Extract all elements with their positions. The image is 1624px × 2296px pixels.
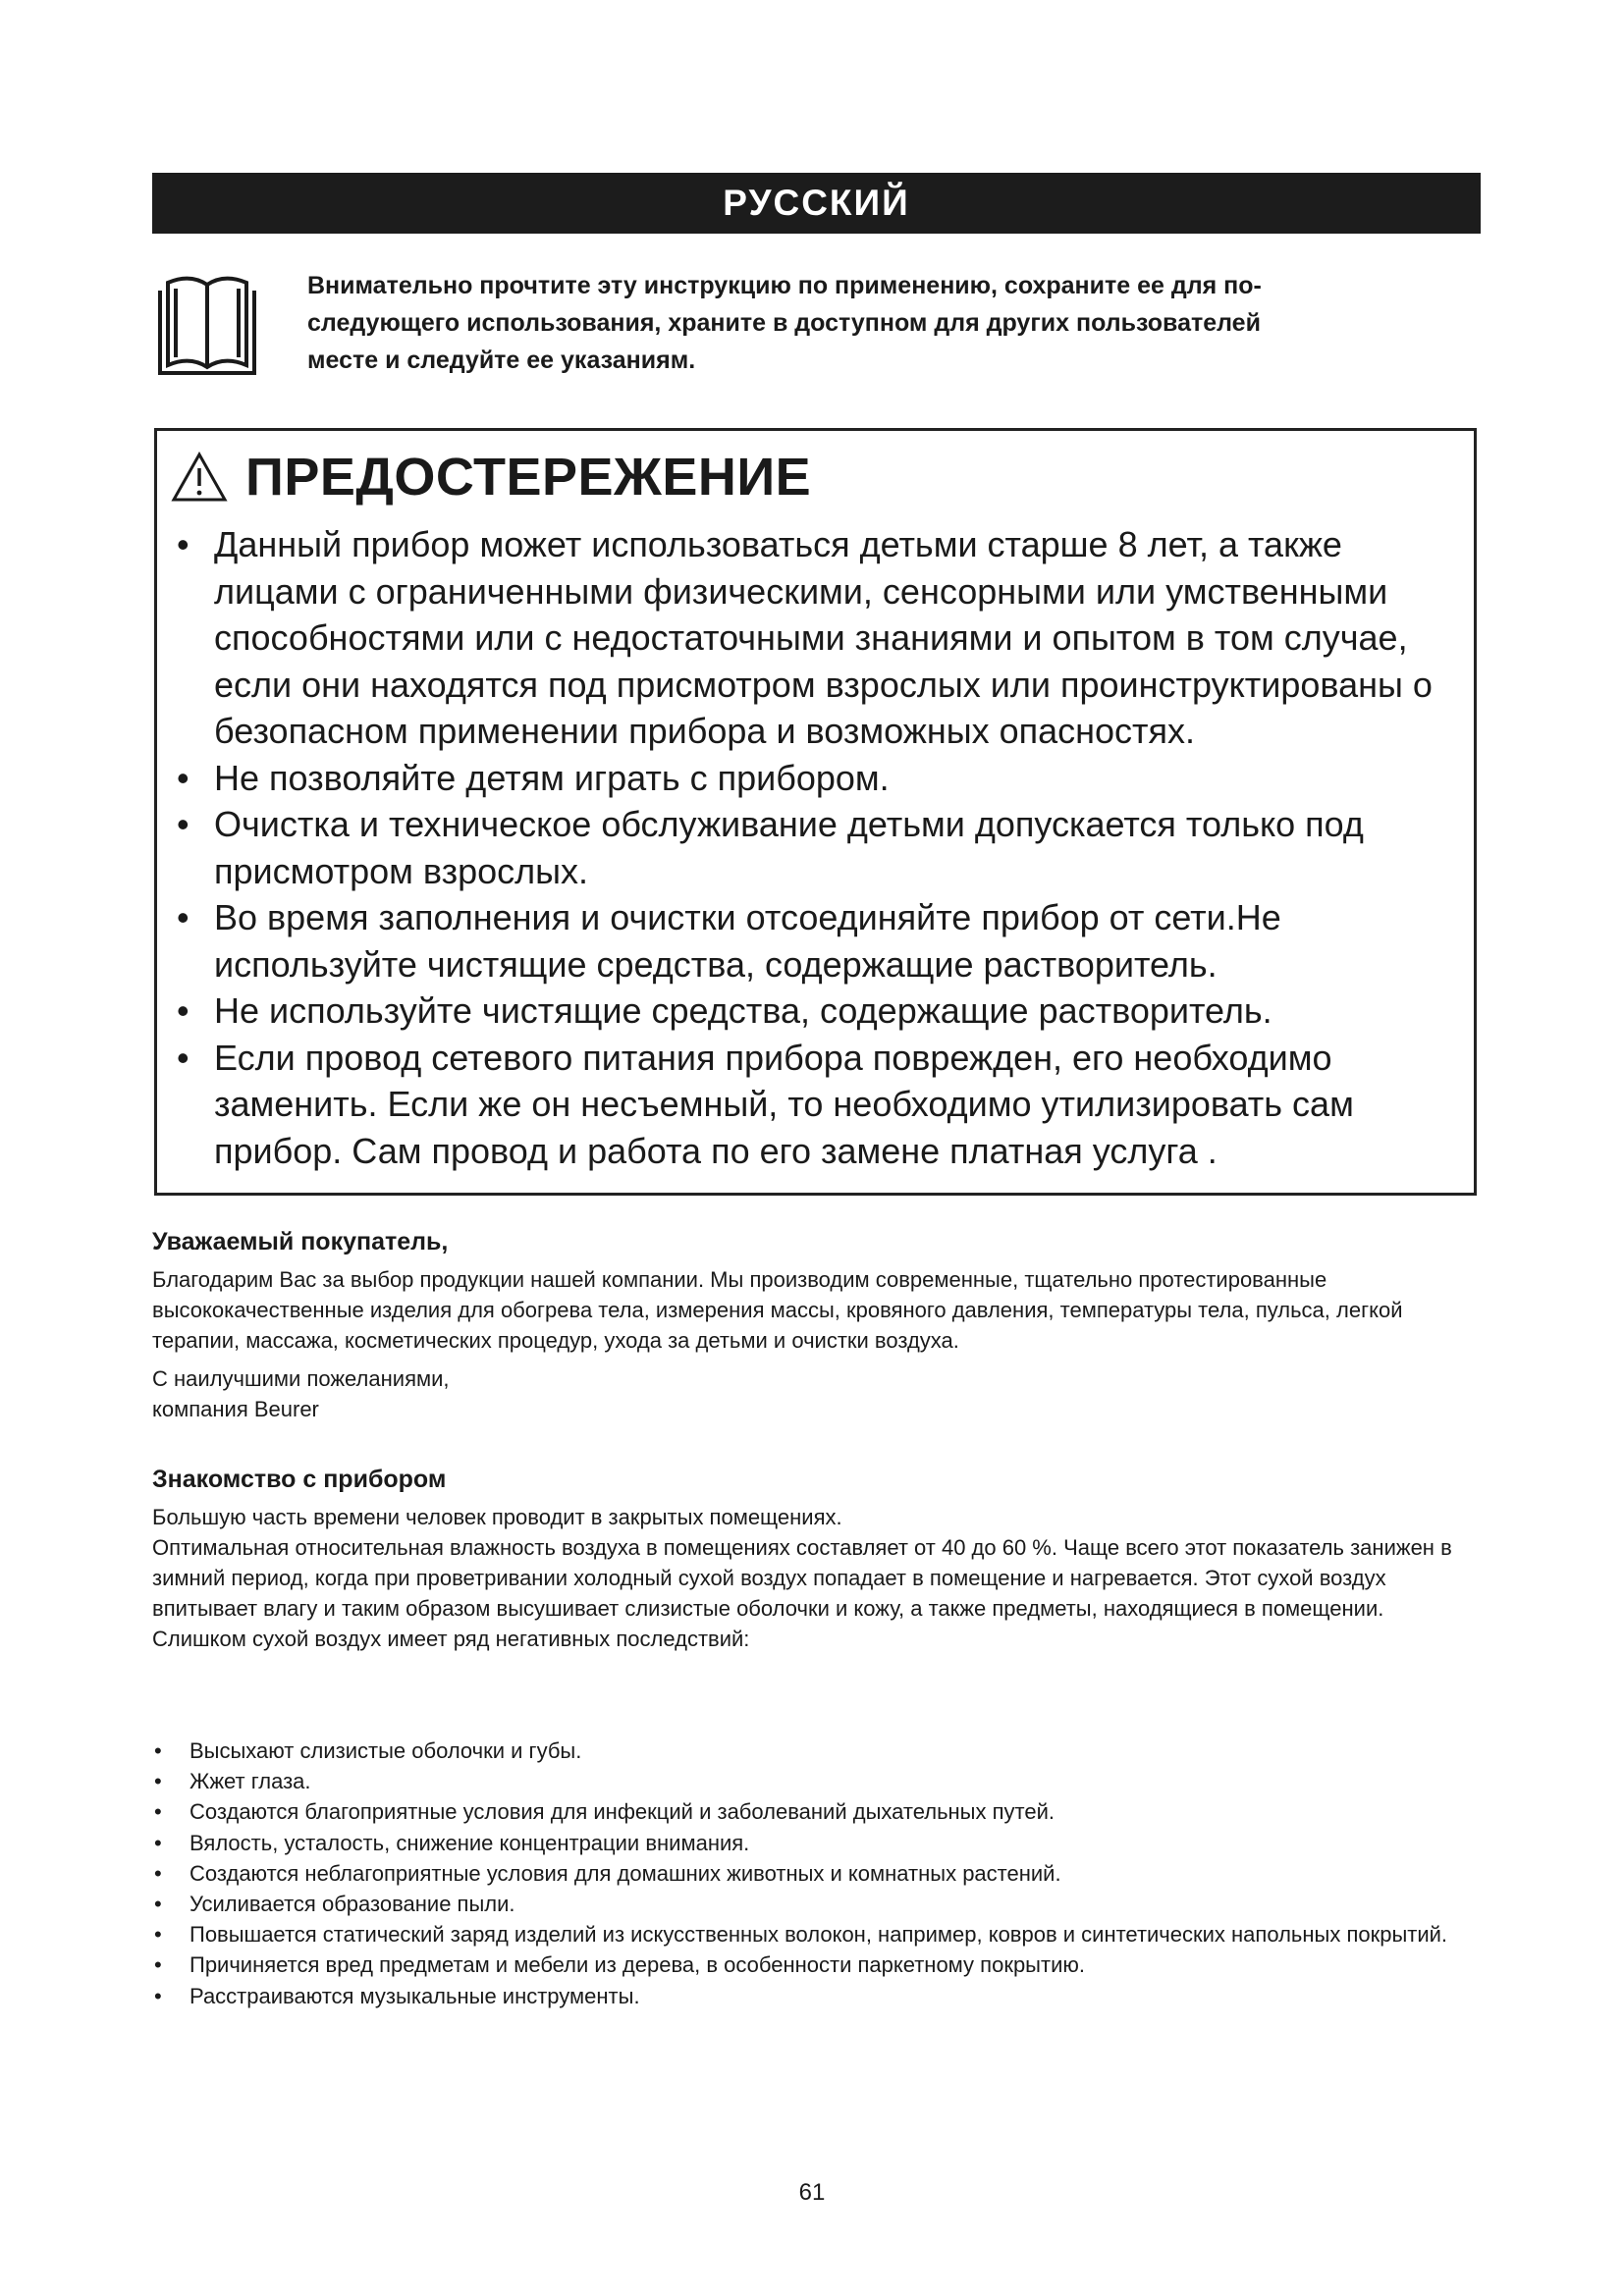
warning-item: • Если провод сетевого питания прибора поврежден, его необходимо заменить. Если же он несъемный, то необходимо утилизировать сам прибор. Сам провод и работа по его замене платная услуга . <box>171 1035 1468 1175</box>
consequence-item: • Создаются благоприятные условия для инфекций и заболеваний дыхательных путей. <box>152 1796 1488 1827</box>
device-para-3: Слишком сухой воздух имеет ряд негативных последствий: <box>152 1627 750 1651</box>
warning-item: • Данный прибор может использоваться детьми старше 8 лет, а также лицами с ограниченными физическими, сенсорными или умственными способностями или с недостаточными знаниями и опытом в том случае, если они находятся под присмотром взрослых или проинструктированы о безопасном применении прибора и возможных опасностях. <box>171 521 1468 755</box>
book-icon <box>152 273 262 383</box>
warning-heading: ПРЕДОСТЕРЕЖЕНИЕ <box>245 448 812 507</box>
consequence-item: • Причиняется вред предметам и мебели из дерева, в особенности паркетному покрытию. <box>152 1949 1488 1980</box>
intro-line: месте и следуйте ее указаниям. <box>307 347 696 374</box>
customer-heading: Уважаемый покупатель, <box>152 1228 449 1255</box>
intro-notice <box>152 267 1488 395</box>
consequences-list <box>152 1735 1488 2011</box>
consequence-item: • Повышается статический заряд изделий из искусственных волокон, например, ковров и синтетических напольных покрытий. <box>152 1919 1488 1949</box>
consequence-item: • Усиливается образование пыли. <box>152 1889 1488 1919</box>
warning-list <box>171 521 1468 1174</box>
page-number: 61 <box>798 2179 826 2206</box>
consequence-item: • Жжет глаза. <box>152 1766 1488 1796</box>
warning-box <box>154 428 1477 1196</box>
customer-company: компания Beurer <box>152 1397 319 1421</box>
device-heading: Знакомство с прибором <box>152 1466 447 1493</box>
intro-text <box>307 267 1486 379</box>
warning-item: • Не позволяйте детям играть с прибором. <box>171 755 1468 802</box>
consequence-item: • Вялость, усталость, снижение концентрации внимания. <box>152 1828 1488 1858</box>
device-section <box>152 1463 1488 1654</box>
device-para-1: Большую часть времени человек проводит в закрытых помещениях. <box>152 1505 842 1529</box>
consequence-item: • Высыхают слизистые оболочки и губы. <box>152 1735 1488 1766</box>
warning-title <box>171 439 811 515</box>
language-header: РУССКИЙ <box>152 173 1481 234</box>
warning-triangle-icon <box>171 452 228 503</box>
intro-line: Внимательно прочтите эту инструкцию по применению, сохраните ее для по- <box>307 272 1262 299</box>
customer-body: Благодарим Вас за выбор продукции нашей компании. Мы производим современные, тщательно протестированные высококачественные изделия для обогрева тела, измерения массы, кровяного давления, температуры тела, пульса, легкой терапии, массажа, косметических процедур, ухода за детьми и очистки воздуха. <box>152 1267 1403 1353</box>
intro-line: следующего использования, храните в доступном для других пользователей <box>307 309 1261 337</box>
warning-item: • Не используйте чистящие средства, содержащие растворитель. <box>171 988 1468 1035</box>
consequence-item: • Создаются неблагоприятные условия для домашних животных и комнатных растений. <box>152 1858 1488 1889</box>
warning-item: • Очистка и техническое обслуживание детьми допускается только под присмотром взрослых. <box>171 801 1468 894</box>
customer-section <box>152 1225 1488 1424</box>
customer-regards: С наилучшими пожеланиями, <box>152 1366 450 1391</box>
warning-item: • Во время заполнения и очистки отсоединяйте прибор от сети.Не используйте чистящие средства, содержащие растворитель. <box>171 894 1468 988</box>
consequence-item: • Расстраиваются музыкальные инструменты. <box>152 1981 1488 2011</box>
device-para-2: Оптимальная относительная влажность воздуха в помещениях составляет от 40 до 60 %. Чаще всего этот показатель занижен в зимний период, когда при проветривании холодный сухой воздух попадает в помещение и нагревается. Этот сухой воздух впитывает влагу и таким образом высушивает слизистые оболочки и кожу, а также предметы, находящиеся в помещении. <box>152 1535 1452 1621</box>
